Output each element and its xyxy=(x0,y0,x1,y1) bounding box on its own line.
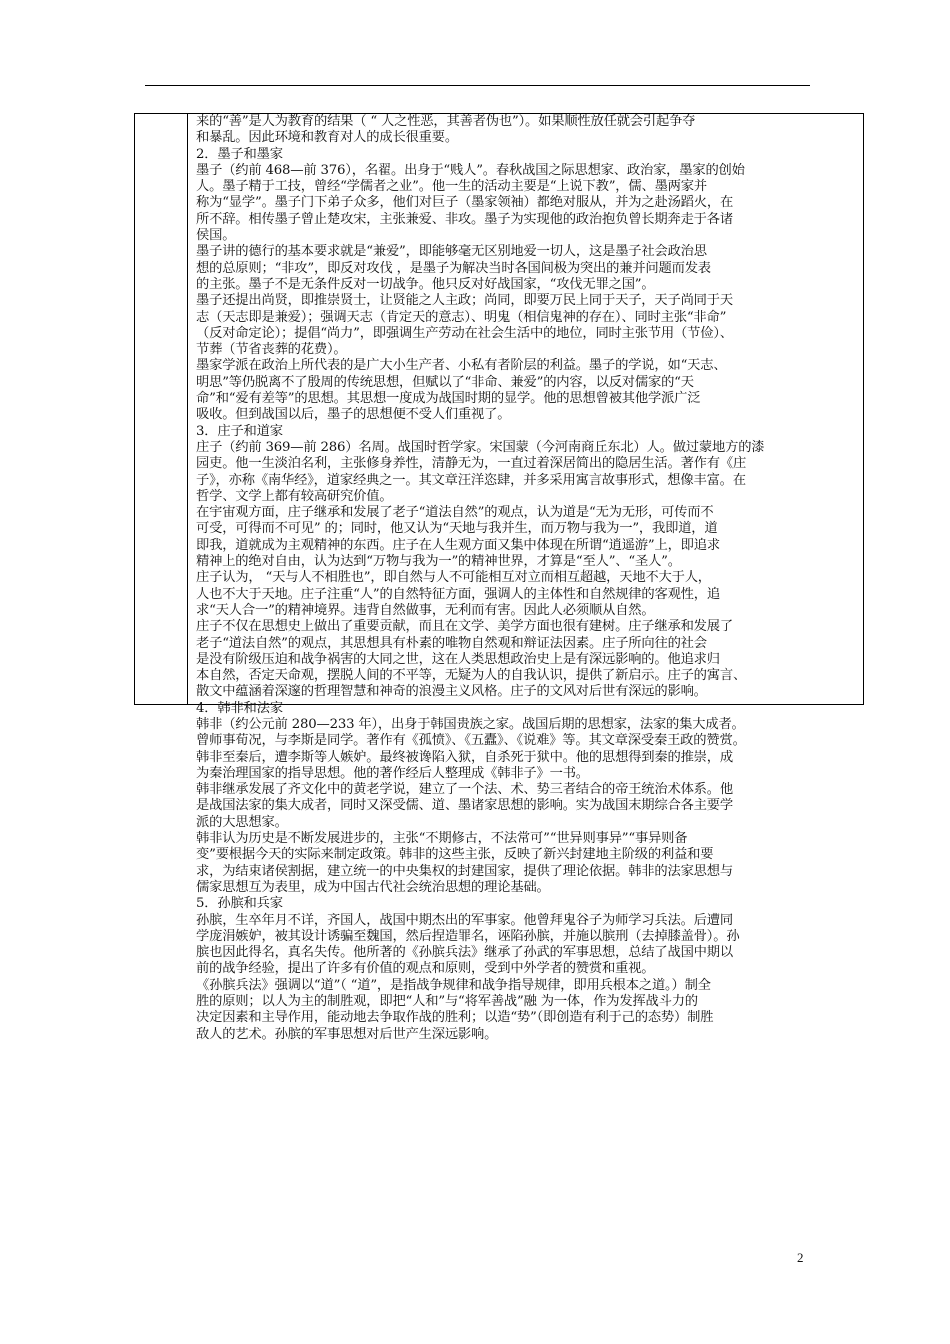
text-line: （反对命定论）；提倡“尚力”，即强调生产劳动在社会生活中的地位，同时主张节用（节俭）、 xyxy=(196,325,733,341)
text-line: 庄子不仅在思想史上做出了重要贡献，而且在文学、美学方面也很有建树。庄子继承和发展了 xyxy=(196,619,733,635)
text-line: 和暴乱。因此环境和教育对人的成长很重要。 xyxy=(196,130,458,146)
text-line: 志（天志即是兼爱）；强调天志（肯定天的意志）、明鬼（相信鬼神的存在）、同时主张“非命” xyxy=(196,309,727,325)
text-line: 孙膑，生卒年月不详，齐国人，战国中期杰出的军事家。他曾拜鬼谷子为师学习兵法。后遭同 xyxy=(196,912,733,928)
text-line: 韩非（约公元前 280—233 年），出身于韩国贵族之家。战国后期的思想家，法家的集大成者。 xyxy=(196,716,745,732)
text-line: 人也不大于天地。庄子注重“人”的自然特征方面，强调人的主体性和自然规律的客观性，追 xyxy=(196,586,720,602)
text-line: 胜的原则；以人为主的制胜观，即把“人和”与“将军善战”融 为一体，作为发挥战斗力的 xyxy=(196,994,698,1010)
text-line: 庄子（约前 369—前 286）名周。战国时哲学家。宋国蒙（今河南商丘东北）人。做过蒙地方的漆 xyxy=(196,439,765,455)
text-line: 学庞涓嫉妒，被其设计诱骗至魏国，然后捏造罪名，诬陷孙膑，并施以膑刑（去掉膝盖骨）。孙 xyxy=(196,928,740,944)
text-line: 即我，道就成为主观精神的东西。庄子在人生观方面又集中体现在所谓“逍遥游”上，即追求 xyxy=(196,537,720,553)
text-line: 称为“显学”。墨子门下弟子众多，他们对巨子（墨家领袖）都绝对服从，并为之赴汤蹈火，在 xyxy=(196,195,734,211)
text-line: 精神上的绝对自由，认为达到“万物与我为一”的精神世界，才算是“至人”、“圣人”。 xyxy=(196,554,681,570)
text-line: 本自然，否定天命观，摆脱人间的不平等，无疑为人的自我认识，提供了新启示。庄子的寓言、 xyxy=(196,668,747,684)
text-line: 可受，可得而不可见” 的；同时，他又认为“天地与我并生，而万物与我为一”，我即道，道 xyxy=(196,521,718,537)
text-line: 侯国。 xyxy=(196,228,236,244)
text-line: 墨子讲的德行的基本要求就是“兼爱”，即能够毫无区别地爱一切人，这是墨子社会政治思 xyxy=(196,244,707,260)
text-line: 来的“善”是人为教育的结果（ “ 人之性恶，其善者伪也”）。如果顺性放任就会引起争夺 xyxy=(196,114,696,129)
text-line: 膑也因此得名，真名失传。他所著的《孙膑兵法》继承了孙武的军事思想，总结了战国中期以 xyxy=(196,945,733,961)
text-line: 哲学、文学上都有较高研究价值。 xyxy=(196,488,393,504)
text-line: 子》，亦称《南华经》，道家经典之一。其文章汪洋恣肆，并多采用寓言故事形式，想像丰富。在 xyxy=(196,472,746,488)
text-line: 命”和“爱有差等”的思想。其思想一度成为战国时期的显学。他的思想曾被其他学派广泛 xyxy=(196,391,701,407)
text-line: 明思”等仍脱离不了殷周的传统思想，但赋以了“非命、兼爱”的内容，以反对儒家的“天 xyxy=(196,374,694,390)
text-line: 人。墨子精于工技，曾经“学儒者之业”。他一生的活动主要是“上说下教”，儒、墨两家并 xyxy=(196,179,707,195)
text-line: 墨家学派在政治上所代表的是广大小生产者、小私有者阶层的利益。墨子的学说，如“天志、 xyxy=(196,358,727,374)
text-line: 园吏。他一生淡泊名利，主张修身养性，清静无为，一直过着深居简出的隐居生活。著作有《庄 xyxy=(196,456,747,472)
text-line: 韩非认为历史是不断发展进步的，主张“不期修古，不法常可”“世异则事异”“事异则备 xyxy=(196,831,688,847)
text-line: 派的大思想家。 xyxy=(196,814,288,830)
text-line: 决定因素和主导作用，能动地去争取作战的胜利；以造“势”（即创造有利于己的态势）制胜 xyxy=(196,1010,714,1026)
text-line: 5．孙膑和兵家 xyxy=(196,896,283,912)
text-line: 是没有阶级压迫和战争祸害的大同之世，这在人类思想政治史上是有深远影响的。他追求归 xyxy=(196,651,720,667)
text-line: 是战国法家的集大成者，同时又深受儒、道、墨诸家思想的影响。实为战国末期综合各主要学 xyxy=(196,798,733,814)
text-line: 的主张。墨子不是无条件反对一切战争。他只反对好战国家，“攻伐无罪之国”。 xyxy=(196,276,655,292)
text-line: 为秦治理国家的指导思想。他的著作经后人整理成《韩非子》一书。 xyxy=(196,765,589,781)
text-line: 《孙膑兵法》强调以“道”（ “道”，是指战争规律和战争指导规律，即用兵根本之道。）制全 xyxy=(196,977,711,993)
content-table xyxy=(134,113,864,1042)
text-line: 庄子认为， “天与人不相胜也”，即自然与人不可能相互对立而相互超越，天地不大于人， xyxy=(196,570,711,586)
text-line: 墨子还提出尚贤，即推崇贤士，让贤能之人主政；尚同，即要万民上同于天子，天子尚同于天 xyxy=(196,293,733,309)
text-line: 墨子（约前 468—前 376），名翟。出身于“贱人”。春秋战国之际思想家、政治家，墨家的创始 xyxy=(196,162,745,178)
text-line: 韩非至秦后，遭李斯等人嫉妒。最终被谗陷入狱，自杀死于狱中。他的思想得到秦的推崇，成 xyxy=(196,749,733,765)
text-line: 在宇宙观方面，庄子继承和发展了老子“道法自然”的观点，认为道是“无为无形，可传而不 xyxy=(196,505,714,521)
text-line: 老子“道法自然”的观点，其思想具有朴素的唯物自然观和辩证法因素。庄子所向往的社会 xyxy=(196,635,707,651)
text-line: 儒家思想互为表里，成为中国古代社会统治思想的理论基础。 xyxy=(196,879,550,895)
text-line: 敌人的艺术。孙膑的军事思想对后世产生深远影响。 xyxy=(196,1026,498,1042)
page-number: 2 xyxy=(797,1250,804,1265)
text-line: 吸收。但到战国以后，墨子的思想便不受人们重视了。 xyxy=(196,407,511,423)
text-line: 变”要根据今天的实际来制定政策。韩非的这些主张，反映了新兴封建地主阶级的利益和要 xyxy=(196,847,714,863)
empty-left-column xyxy=(135,114,188,704)
text-line: 韩非继承发展了齐文化中的黄老学说，建立了一个法、术、势三者结合的帝王统治术体系。他 xyxy=(196,782,733,798)
text-line: 所不辞。相传墨子曾止楚攻宋，主张兼爱、非攻。墨子为实现他的政治抱负曾长期奔走于各诸 xyxy=(196,211,733,227)
text-line: 节葬（节省丧葬的花费）。 xyxy=(196,342,347,358)
text-line: 3．庄子和道家 xyxy=(196,423,283,439)
text-line: 前的战争经验，提出了许多有价值的观点和原则，受到中外学者的赞赏和重视。 xyxy=(196,961,655,977)
text-line: 4．韩非和法家 xyxy=(196,700,283,716)
text-line: 曾师事荀况，与李斯是同学。著作有《孤愤》、《五蠹》、《说难》等。其文章深受秦王政的赞赏。 xyxy=(196,733,746,749)
text-line: 2．墨子和墨家 xyxy=(196,146,283,162)
header-rule xyxy=(145,85,810,86)
text-line: 求“天人合一”的精神境界。违背自然做事，无利而有害。因此人必须顺从自然。 xyxy=(196,602,655,618)
text-line: 散文中蕴涵着深邃的哲理智慧和神奇的浪漫主义风格。庄子的文风对后世有深远的影响。 xyxy=(196,684,707,700)
text-line: 求，为结束诸侯割据，建立统一的中央集权的封建国家，提供了理论依据。韩非的法家思想与 xyxy=(196,863,733,879)
text-column xyxy=(188,114,863,1042)
text-line: 想的总原则；“非攻”，即反对攻伐 ，是墨子为解决当时各国间极为突出的兼并问题而发表 xyxy=(196,260,711,276)
